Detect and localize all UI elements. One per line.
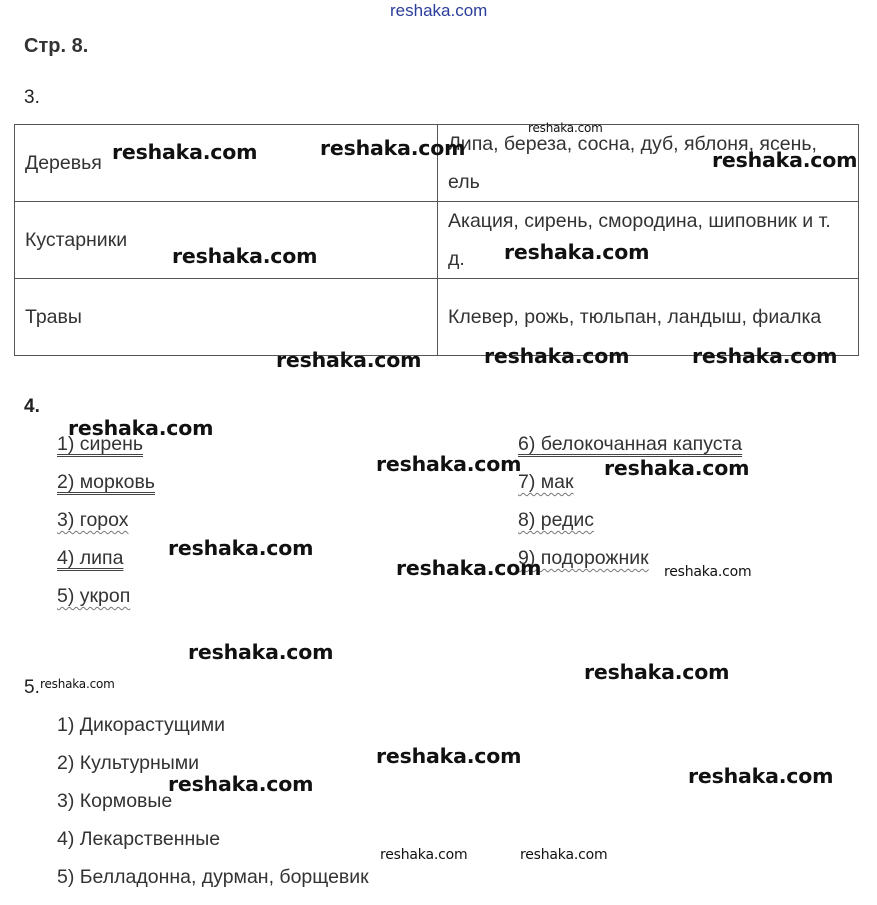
watermark: reshaka.com <box>276 348 422 372</box>
watermark: reshaka.com <box>504 240 650 264</box>
list-item: 8) редис <box>518 509 595 531</box>
table-cell-values: Акация, сирень, смородина, шиповник и т. д. <box>438 202 859 279</box>
watermark: reshaka.com <box>68 416 214 440</box>
watermark: reshaka.com <box>520 847 608 863</box>
section-5-number: 5. <box>24 677 40 698</box>
watermark: reshaka.com <box>396 556 542 580</box>
watermark: reshaka.com <box>692 344 838 368</box>
list-item: 5) Белладонна, дурман, борщевик <box>57 866 369 888</box>
table-cell-values: Липа, береза, сосна, дуб, яблоня, ясень, ель <box>438 125 859 202</box>
list-item: 2) морковь <box>57 471 155 493</box>
watermark: reshaka.com <box>188 640 334 664</box>
table-cell-category: Кустарники <box>15 202 438 279</box>
watermark: reshaka.com <box>584 660 730 684</box>
watermark: reshaka.com <box>112 140 258 164</box>
watermark: reshaka.com <box>40 677 115 691</box>
list-item: 4) Лекарственные <box>57 828 221 850</box>
watermark: reshaka.com <box>168 536 314 560</box>
watermark: reshaka.com <box>688 764 834 788</box>
watermark: reshaka.com <box>484 344 630 368</box>
list-item: 3) горох <box>57 509 129 531</box>
table-cell-category: Травы <box>15 279 438 356</box>
list-item: 6) белокочанная капуста <box>518 433 743 455</box>
table-cell-values: Клевер, рожь, тюльпан, ландыш, фиалка <box>438 279 859 356</box>
watermark: reshaka.com <box>712 148 858 172</box>
watermark: reshaka.com <box>320 136 466 160</box>
watermark: reshaka.com <box>172 244 318 268</box>
section-3-number: 3. <box>24 87 40 108</box>
list-item: 7) мак <box>518 471 574 493</box>
list-item: 4) липа <box>57 547 124 569</box>
watermark: reshaka.com <box>604 456 750 480</box>
page-heading: Стр. 8. <box>24 35 89 57</box>
table-cell-category: Деревья <box>15 125 438 202</box>
list-item: 3) Кормовые <box>57 790 173 812</box>
list-item: 1) сирень <box>57 433 144 455</box>
watermark: reshaka.com <box>528 121 603 135</box>
watermark: reshaka.com <box>168 772 314 796</box>
table-row <box>15 202 859 279</box>
list-item: 5) укроп <box>57 585 131 607</box>
list-item: 9) подорожник <box>518 547 649 569</box>
list-item: 2) Культурными <box>57 752 200 774</box>
section-4-number: 4. <box>24 396 40 417</box>
watermark: reshaka.com <box>380 847 468 863</box>
watermark: reshaka.com <box>664 564 752 580</box>
header-watermark: reshaka.com <box>390 1 488 20</box>
watermark: reshaka.com <box>376 452 522 476</box>
list-item: 1) Дикорастущими <box>57 714 226 736</box>
watermark: reshaka.com <box>376 744 522 768</box>
